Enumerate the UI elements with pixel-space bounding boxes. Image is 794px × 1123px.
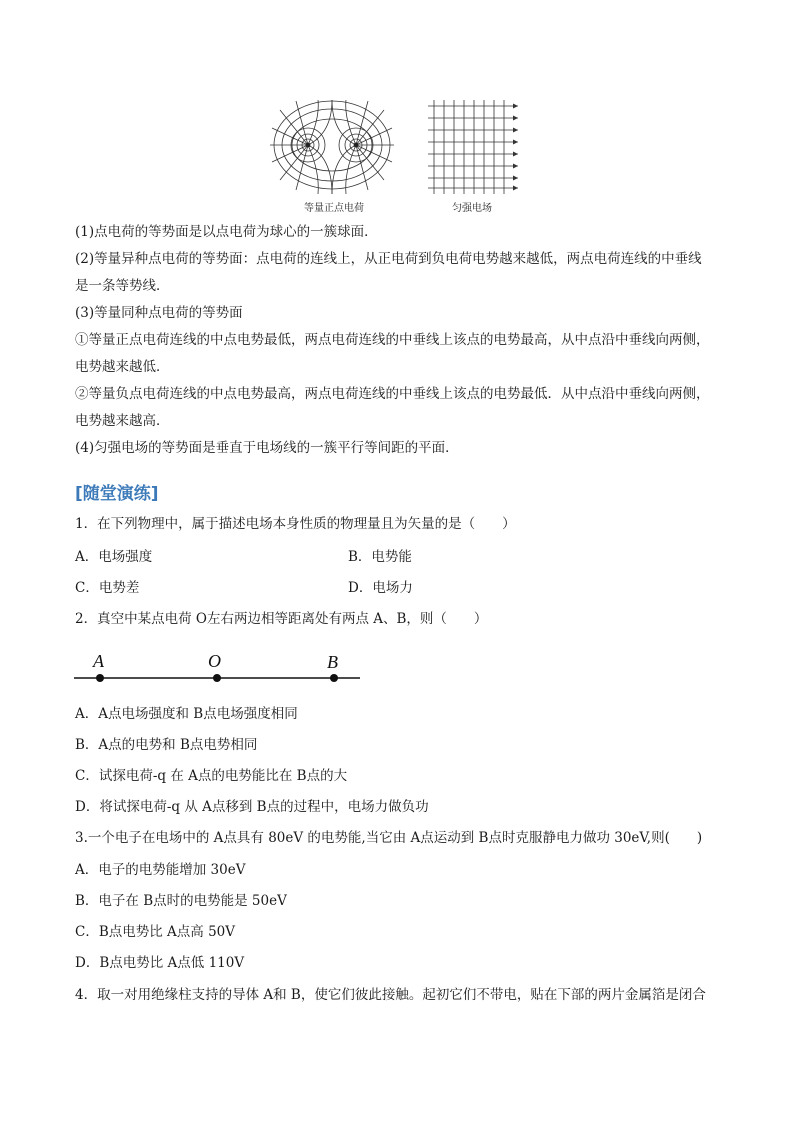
note-line-5: ①等量正点电荷连线的中点电势最低，两点电荷连线的中垂线上该点的电势最高，从中点沿中垂线向两侧， xyxy=(75,332,710,348)
right-figure-caption: 匀强电场 xyxy=(452,203,492,214)
q2-label-a: A xyxy=(93,651,104,671)
note-line-3: 是一条等势线． xyxy=(75,278,170,294)
q1-option-d[interactable]: D．电场力 xyxy=(348,580,413,596)
note-line-4: (3)等量同种点电荷的等势面 xyxy=(75,305,243,321)
q2-label-o: O xyxy=(208,651,221,671)
q3-stem: 3.一个电子在电场中的 A点具有 80eV 的电势能,当它由 A点运动到 B点时克服静电力做功 30eV,则( ) xyxy=(75,830,703,846)
note-line-2: (2)等量异种点电荷的等势面：点电荷的连线上，从正电荷到负电荷电势越来越低，两点电荷连线的中垂线 xyxy=(75,251,702,267)
q2-option-d[interactable]: D．将试探电荷-q 从 A点移到 B点的过程中，电场力做负功 xyxy=(75,799,429,815)
q2-point-a xyxy=(96,674,104,682)
uniform-field-diagram xyxy=(424,100,524,196)
q2-option-b[interactable]: B．A点的电势和 B点电势相同 xyxy=(75,737,258,753)
q2-point-o xyxy=(213,674,221,682)
note-line-9: (4)匀强电场的等势面是垂直于电场线的一簇平行等间距的平面． xyxy=(75,440,459,456)
q1-option-b[interactable]: B．电势能 xyxy=(348,549,412,565)
q2-line-diagram xyxy=(70,648,370,688)
q1-stem: 1．在下列物理中，属于描述电场本身性质的物理量且为矢量的是（ ） xyxy=(75,516,516,532)
note-line-8: 电势越来越高． xyxy=(75,413,170,429)
note-line-7: ②等量负点电荷连线的中点电势最高，两点电荷连线的中垂线上该点的电势最低．从中点沿中垂线向两侧， xyxy=(75,386,710,402)
field-line-figures xyxy=(268,98,528,216)
q1-option-c[interactable]: C．电势差 xyxy=(75,580,140,596)
q3-option-c[interactable]: C．B点电势比 A点高 50V xyxy=(75,924,236,940)
q2-option-a[interactable]: A．A点电场强度和 B点电场强度相同 xyxy=(75,706,298,722)
q2-label-b: B xyxy=(327,652,338,672)
q3-option-a[interactable]: A．电子的电势能增加 30eV xyxy=(75,862,246,878)
note-line-1: (1)点电荷的等势面是以点电荷为球心的一簇球面． xyxy=(75,224,378,240)
equal-positive-charges-diagram xyxy=(268,98,398,198)
q3-option-d[interactable]: D．B点电势比 A点低 110V xyxy=(75,955,245,971)
q2-stem: 2．真空中某点电荷 O左右两边相等距离处有两点 A、B，则（ ） xyxy=(75,611,488,627)
q2-point-b xyxy=(330,674,338,682)
q2-option-c[interactable]: C．试探电荷-q 在 A点的电势能比在 B点的大 xyxy=(75,768,348,784)
q3-option-b[interactable]: B．电子在 B点时的电势能是 50eV xyxy=(75,893,287,909)
q1-option-a[interactable]: A．电场强度 xyxy=(75,549,153,565)
section-heading: [随堂演练] xyxy=(75,484,159,504)
note-line-6: 电势越来越低． xyxy=(75,359,170,375)
left-figure-caption: 等量正点电荷 xyxy=(304,203,364,214)
q4-stem: 4．取一对用绝缘柱支持的导体 A和 B，使它们彼此接触。起初它们不带电，贴在下部的两片金属箔是闭合 xyxy=(75,987,706,1003)
